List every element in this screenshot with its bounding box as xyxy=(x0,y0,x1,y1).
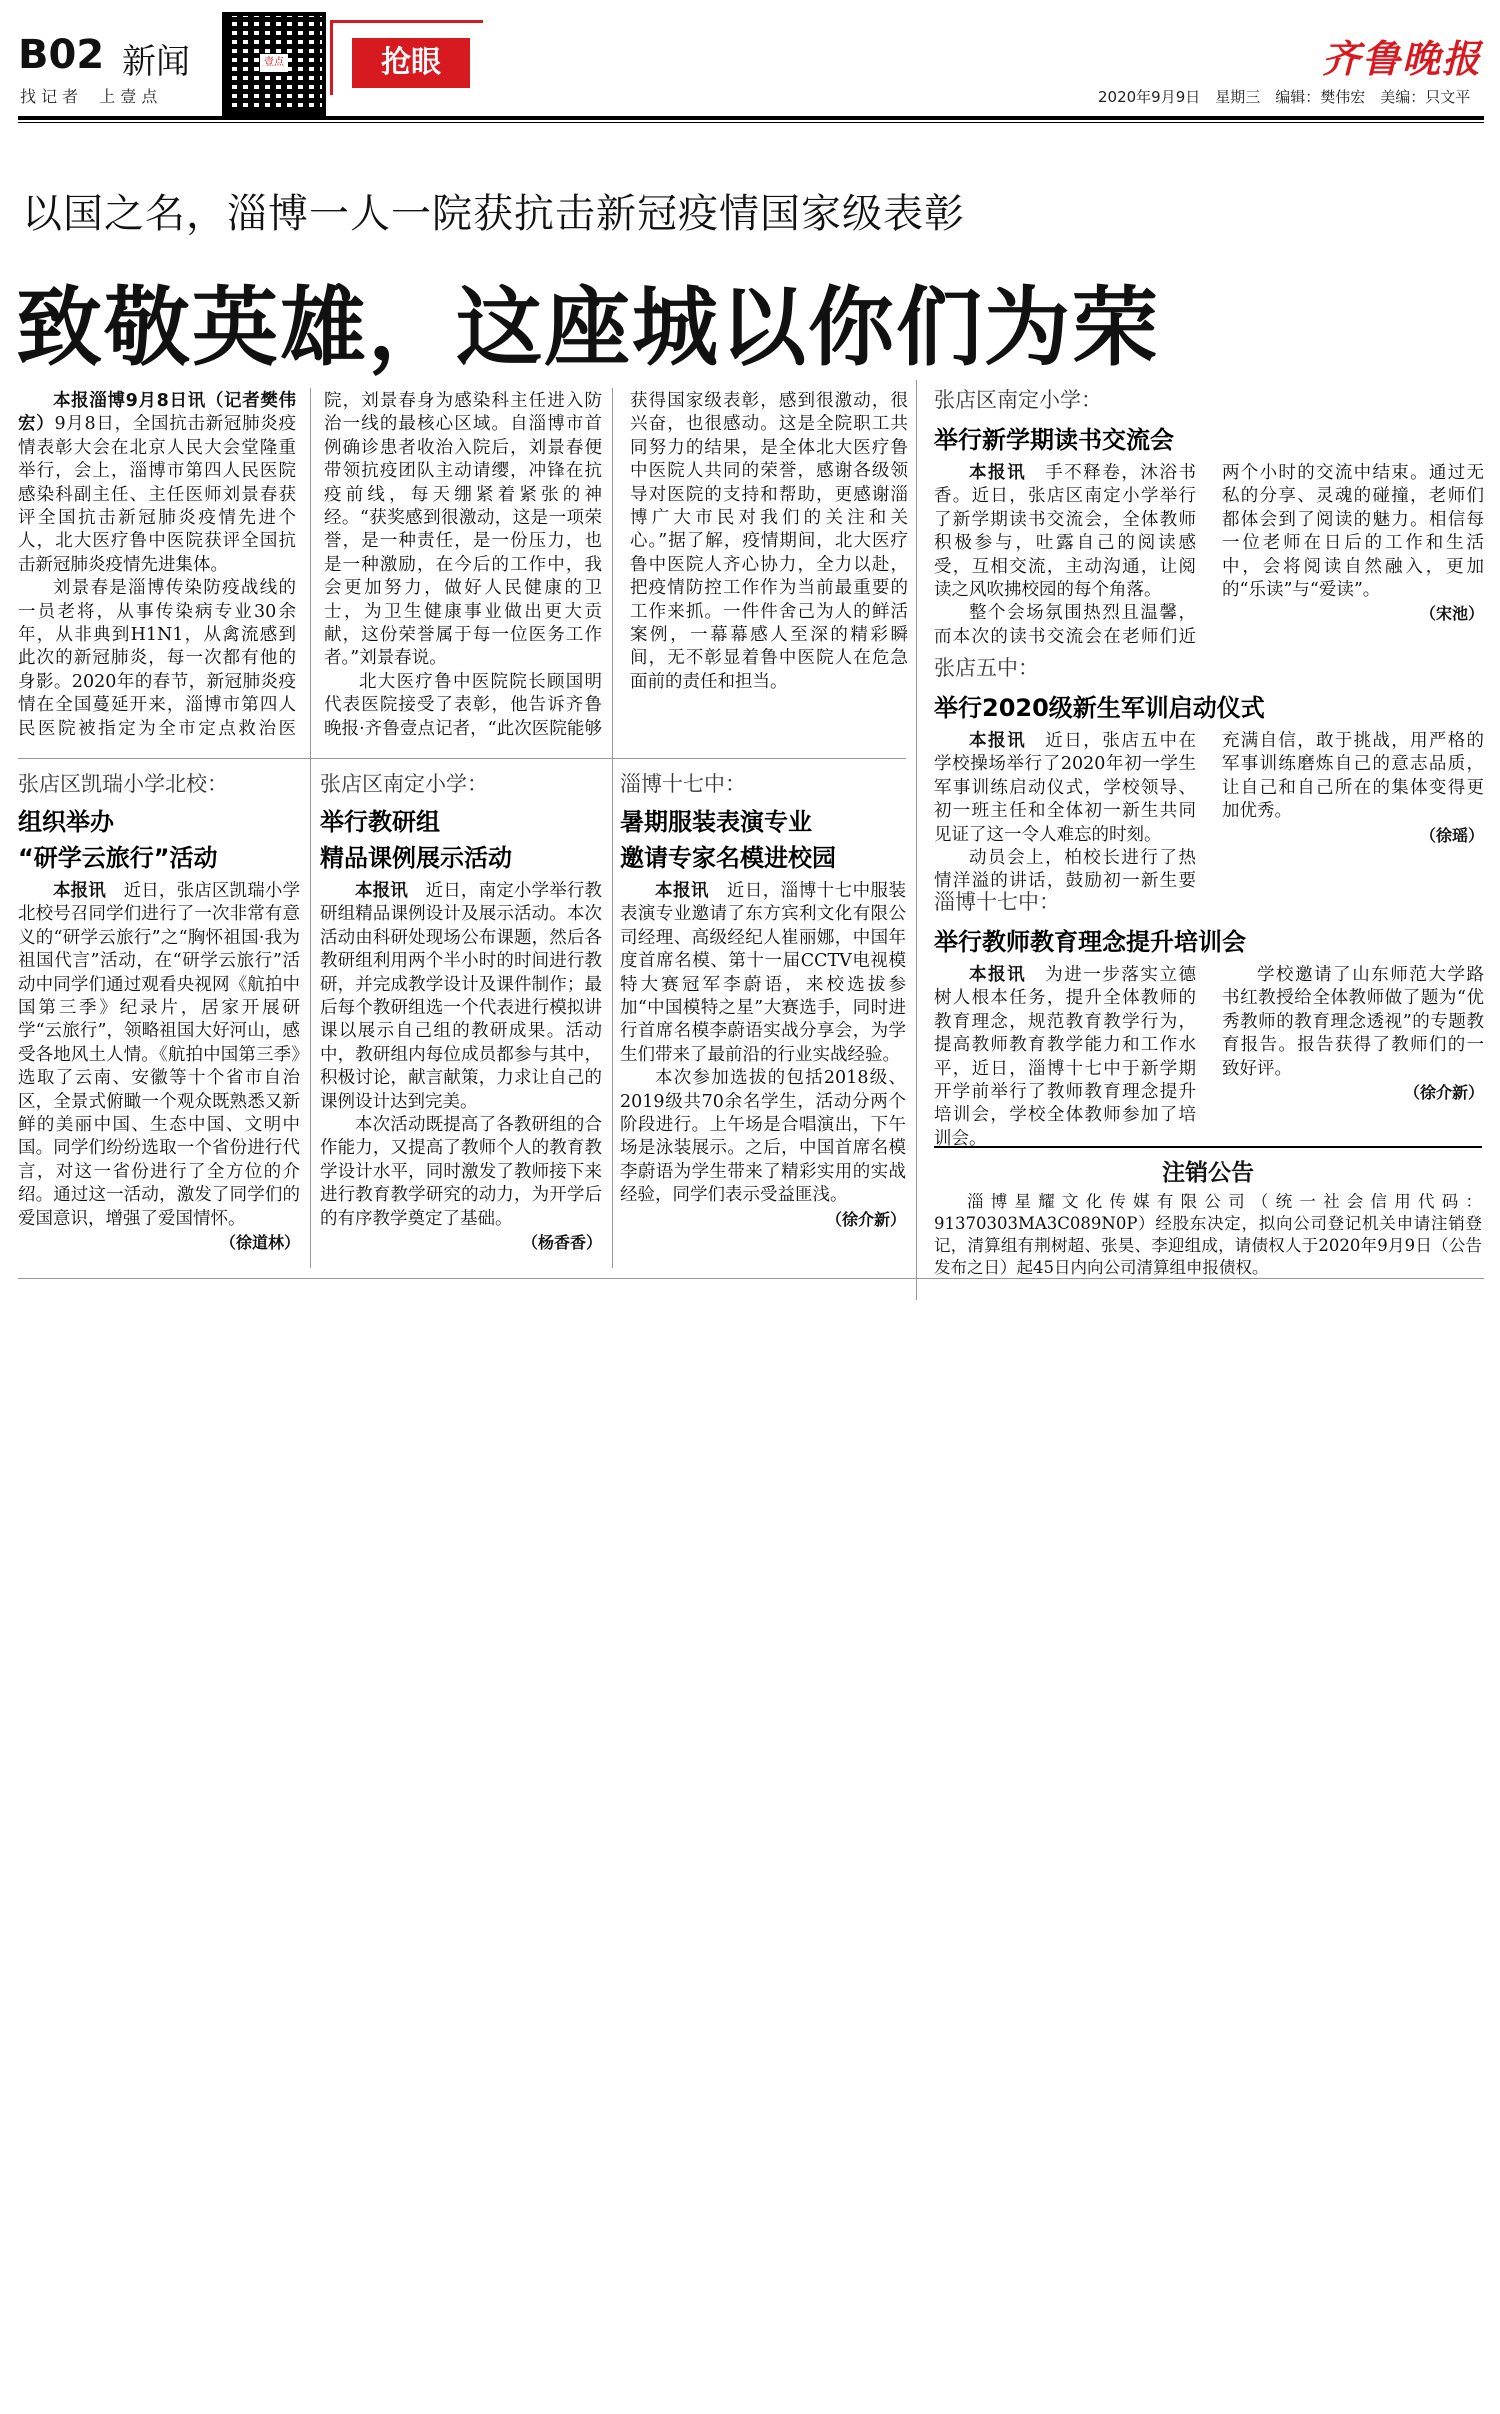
notice-box xyxy=(934,1146,1482,1277)
divider xyxy=(310,388,311,1268)
article-byline: 本报讯 xyxy=(655,881,709,901)
article-signature: （杨香香） xyxy=(521,1233,602,1253)
article-section: 张店区凯瑞小学北校： xyxy=(18,772,228,796)
masthead-slogan: 找 记 者 上 壹 点 xyxy=(20,87,158,106)
article-title: 举行2020级新生军训启动仪式 xyxy=(934,694,1265,722)
article-signature: （徐瑶） xyxy=(1419,825,1484,845)
article-fifth-military xyxy=(934,652,1484,894)
article-signature: （宋池） xyxy=(1419,604,1484,624)
qr-badge: 壹点 xyxy=(260,54,288,72)
article-signature: （徐介新） xyxy=(825,1209,906,1229)
article-byline: 本报讯 xyxy=(969,731,1027,751)
article-title: 举行教研组 xyxy=(320,808,440,836)
divider xyxy=(916,380,917,1300)
article-body: 为进一步落实立德树人根本任务，提升全体教师的教育理念，规范教育教学行为，提高教师教育教学能力和工作水平，近日，淄博十七中于新学期开学前举行了教师教育理念提升培训会，学校全体教师参加了培训会。 xyxy=(934,965,1197,1149)
headline-kicker: 以国之名，淄博一人一院获抗击新冠疫情国家级表彰 xyxy=(22,191,965,237)
lead-byline-flow: 本报淄博9月8日讯（记者樊伟宏） xyxy=(18,391,296,435)
article-body: 本次活动既提高了各教研组的合作能力，又提高了教师个人的教育教学设计水平，同时激发了教师接下来进行教育教学研究的动力，为开学后的有序教学奠定了基础。 xyxy=(320,1115,602,1229)
article-17th-fashion xyxy=(620,768,906,1231)
article-title: 组织举办 xyxy=(18,808,114,836)
lead-story-flow xyxy=(18,390,908,752)
lead-p1-flow: 9月8日，全国抗击新冠肺炎疫情表彰大会在北京人民大会堂隆重举行，会上，淄博市第四人民医院感染科副主任、主任医师刘景春获评全国抗击新冠肺炎疫情先进个人，北大医疗鲁中医院获评全国抗击新冠肺炎疫情先进集体。 xyxy=(18,414,296,575)
article-title: 暑期服装表演专业 xyxy=(620,808,812,836)
article-byline: 本报讯 xyxy=(969,463,1027,483)
lead-p3-flow: 北大医疗鲁中医院院长顾国明代表医院接受了表彰，他告诉齐鲁晚报·齐鲁壹点记者，“此次医院能够获得国家级表彰，感到很激动，很兴奋，也很感动。这是全院职工共同努力的结果，是全体北大医疗鲁中医院人共同的荣誉，感谢各级领导对医院的支持和帮助，更感谢淄博广大市民对我们的关注和关心。”据了解，疫情期间，北大医疗鲁中医院人齐心协力，全力以赴，把疫情防控工作作为当前最重要的工作来抓。一件件舍己为人的鲜活案例，一幕幕感人至深的精彩瞬间，无不彰显着鲁中医院人在危急面前的责任和担当。 xyxy=(324,391,908,739)
article-byline: 本报讯 xyxy=(969,965,1027,985)
article-signature: （徐道林） xyxy=(219,1233,300,1253)
article-section: 张店五中： xyxy=(934,656,1039,680)
article-title: 举行教师教育理念提升培训会 xyxy=(934,928,1246,956)
article-section: 淄博十七中： xyxy=(934,890,1060,914)
article-section: 淄博十七中： xyxy=(620,772,746,796)
issue-meta: 2020年9月9日 星期三 编辑：樊伟宏 美编：只文平 xyxy=(1098,88,1471,106)
article-body: 近日，张店区凯瑞小学北校号召同学们进行了一次非常有意义的“研学云旅行”之“胸怀祖国·我为祖国代言”活动，在“研学云旅行”活动中同学们通过观看央视网《航拍中国第三季》纪录片，居家开展研学“云旅行”，领略祖国大好河山，感受各地风土人情。《航拍中国第三季》选取了云南、安徽等十个省市自治区，全景式俯瞰一个观众既熟悉又新鲜的美丽中国、生态中国、文明中国。同学们纷纷选取一个省份进行代言，对这一省份进行了全方位的介绍。通过这一活动，激发了同学们的爱国意识，增强了爱国情怀。 xyxy=(18,881,301,1229)
article-byline: 本报讯 xyxy=(53,881,106,901)
article-body: 整个会场氛围热烈且温馨，而本次的读书交流会在老师们近两个小时的交流中结束。通过无私的分享、灵魂的碰撞，老师们都体会到了阅读的魅力。相信每一位老师在日后的工作和生活中，会将阅读自然融入，更加的“乐读”与“爱读”。 xyxy=(934,463,1484,647)
article-section: 张店区南定小学： xyxy=(934,388,1102,412)
article-nanding-teaching xyxy=(320,768,602,1255)
article-kairui xyxy=(18,768,300,1255)
article-title: 精品课例展示活动 xyxy=(320,844,512,872)
article-byline: 本报讯 xyxy=(355,881,408,901)
masthead-rule-thin xyxy=(18,122,1484,123)
article-signature: （徐介新） xyxy=(1403,1083,1484,1103)
notice-title: 注销公告 xyxy=(1162,1160,1254,1186)
divider xyxy=(18,758,906,759)
article-title: “研学云旅行”活动 xyxy=(18,844,218,872)
article-body: 学校邀请了山东师范大学路书红教授给全体教师做了题为“优秀教师的教育理念透视”的专题教育报告。报告获得了教师们的一致好评。 xyxy=(1222,965,1484,1079)
page-number: B02 xyxy=(18,32,105,78)
divider xyxy=(612,388,613,1268)
article-body: 手不释卷，沐浴书香。近日，张店区南定小学举行了新学期读书交流会，全体教师积极参与，吐露自己的阅读感受，互相交流，主动沟通，让阅读之风吹拂校园的每个角落。 xyxy=(934,463,1197,601)
brand-logo: 齐鲁晚报 xyxy=(1322,36,1483,81)
masthead-rule xyxy=(18,116,1484,120)
section-name: 新闻 xyxy=(122,42,190,82)
article-body: 本次参加选拔的包括2018级、2019级共70余名学生，活动分两个阶段进行。上午场是合唱演出，下午场是泳装展示。之后，中国首席名模李蔚语为学生带来了精彩实用的实战经验，同学们表示受益匪浅。 xyxy=(620,1068,906,1206)
headline-title: 致敬英雄，这座城以你们为荣 xyxy=(16,278,1160,378)
qr-code[interactable] xyxy=(222,12,326,116)
article-title: 邀请专家名模进校园 xyxy=(620,844,836,872)
article-body: 近日，南定小学举行教研组精品课例设计及展示活动。本次活动由科研处现场公布课题，然后各教研组利用两个半小时的时间进行教研，并完成教学设计及课件制作；最后每个教研组选一个代表进行模拟讲课以展示自己组的教研成果。活动中，教研组内每位成员都参与其中，积极讨论，献言献策，力求让自己的课例设计达到完美。 xyxy=(320,881,603,1112)
article-nanding-reading xyxy=(934,384,1484,649)
article-17th-training xyxy=(934,886,1484,1151)
column-tag: 抢眼 xyxy=(352,38,470,88)
article-section: 张店区南定小学： xyxy=(320,772,488,796)
notice-body: 淄博星耀文化传媒有限公司（统一社会信用代码：91370303MA3C089N0P）经股东决定，拟向公司登记机关申请注销登记，清算组有荆树超、张昊、李迎组成，请债权人于2020年9月9日（公告发布之日）起45日内向公司清算组申报债权。 xyxy=(934,1192,1482,1277)
article-body: 近日，张店五中在学校操场举行了2020年初一学生军事训练启动仪式，学校领导、初一班主任和全体初一新生共同见证了这一令人难忘的时刻。 xyxy=(934,731,1197,845)
article-title: 举行新学期读书交流会 xyxy=(934,426,1174,454)
lead-p2-flow: 刘景春是淄博传染防疫战线的一员老将，从事传染病专业30余年，从非典到H1N1，从禽流感到此次的新冠肺炎，每一次都有他的身影。2020年的春节，新冠肺炎疫情在全国蔓延开来，淄博市第四人民医院被指定为全市定点救治医院，刘景春身为感染科主任进入防治一线的最核心区域。自淄博市首例确诊患者收治入院后，刘景春便带领抗疫团队主动请缨，冲锋在抗疫前线，每天绷紧着紧张的神经。“获奖感到很激动，这是一项荣誉，是一种责任，是一份压力，也是一种激励，在今后的工作中，我会更加努力，做好人民健康的卫士，为卫生健康事业做出更大贡献，这份荣誉属于每一位医务工作者。”刘景春说。 xyxy=(18,391,602,739)
article-body: 近日，淄博十七中服装表演专业邀请了东方宾利文化有限公司经理、高级经纪人崔丽娜，中国年度首席名模、第十一届CCTV电视模特大赛冠军李蔚语，来校选拔参加“中国模特之星”大赛选手，同时进行首席名模李蔚语实战分享会，为学生们带来了最前沿的行业实战经验。 xyxy=(620,881,907,1065)
article-body: 动员会上，柏校长进行了热情洋溢的讲话，鼓励初一新生要充满自信，敢于挑战，用严格的军事训练磨炼自己的意志品质，让自己和自己所在的集体变得更加优秀。 xyxy=(934,731,1484,892)
